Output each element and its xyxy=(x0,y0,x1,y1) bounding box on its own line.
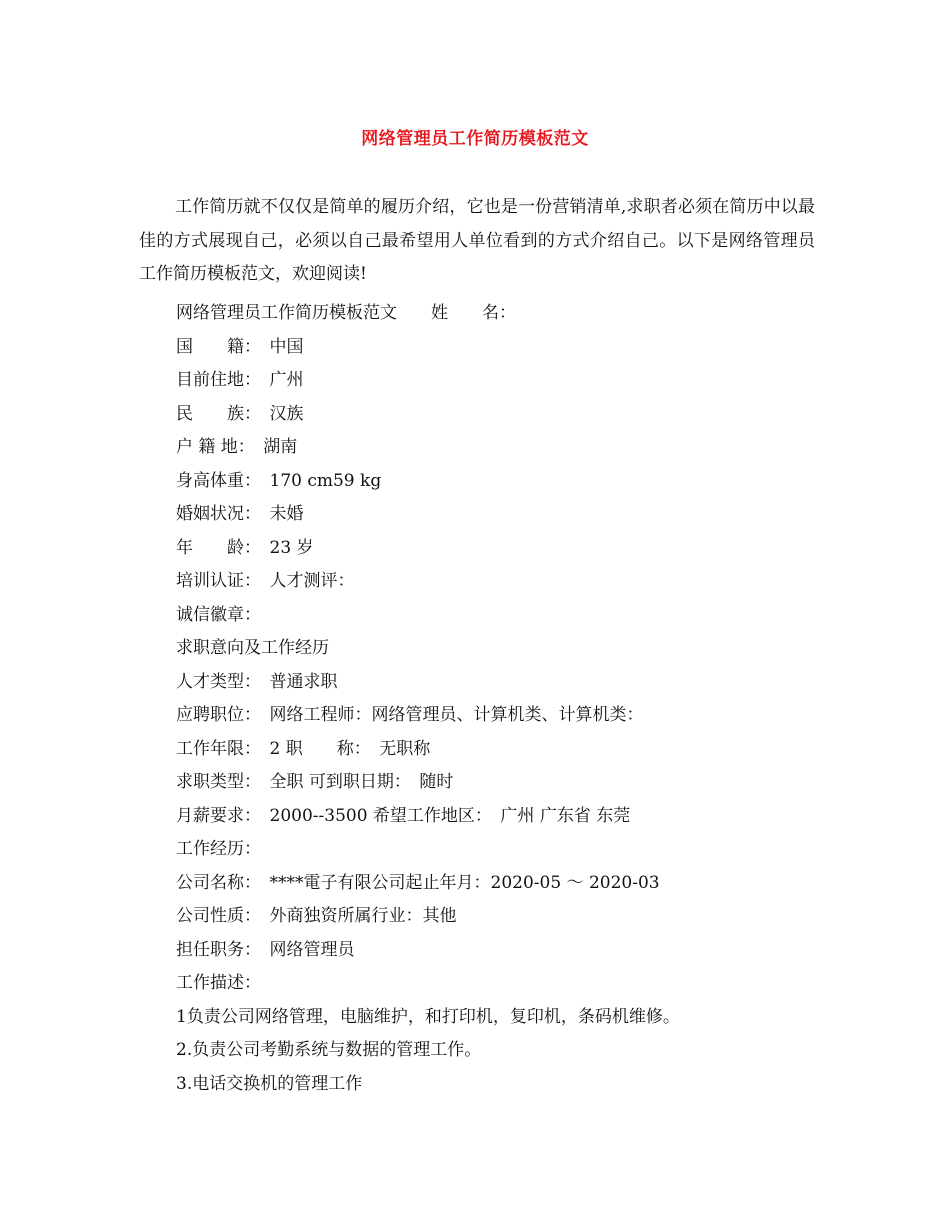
resume-line: 应聘职位： 网络工程师：网络管理员、计算机类、计算机类： xyxy=(176,705,644,725)
resume-line: 工作描述： xyxy=(176,973,261,993)
resume-line: 身高体重： 170 cm59 kg xyxy=(176,470,382,491)
resume-line: 工作经历： xyxy=(176,839,261,859)
resume-line: 婚姻状况： 未婚 xyxy=(176,504,304,524)
intro-paragraph: 工作简历就不仅仅是简单的履历介绍，它也是一份营销清单,求职者必须在简历中以最佳的方式展现自己，必须以自己最希望用人单位看到的方式介绍自己。以下是网络管理员工作简历模板范文，欢迎阅读! xyxy=(139,197,815,284)
resume-line: 诚信徽章： xyxy=(176,604,261,625)
resume-line: 培训认证： 人才测评： xyxy=(176,571,355,591)
document-title: 网络管理员工作简历模板范文 xyxy=(361,129,589,149)
resume-line: 户 籍 地： 湖南 xyxy=(176,437,298,457)
resume-line: 求职意向及工作经历 xyxy=(176,638,329,658)
resume-line: 工作年限： 2 职 称： 无职称 xyxy=(176,738,431,759)
resume-line: 目前住地： 广州 xyxy=(176,370,304,390)
resume-line: 人才类型： 普通求职 xyxy=(176,671,338,692)
resume-line: 1负责公司网络管理，电脑维护，和打印机，复印机，条码机维修。 xyxy=(176,1006,680,1027)
resume-line: 求职类型： 全职 可到职日期： 随时 xyxy=(176,772,454,792)
resume-lines xyxy=(176,297,816,1101)
resume-line: 月薪要求： 2000--3500 希望工作地区： 广州 广东省 东莞 xyxy=(176,805,631,826)
resume-line: 国 籍： 中国 xyxy=(176,336,304,357)
resume-line: 年 龄： 23 岁 xyxy=(176,537,314,558)
resume-line: 民 族： 汉族 xyxy=(176,403,304,424)
resume-line: 公司名称： ****電子有限公司起止年月：2020-05 ～ 2020-03 xyxy=(176,872,660,893)
resume-line: 担任职务： 网络管理员 xyxy=(176,939,355,960)
resume-line: 网络管理员工作简历模板范文 姓 名： xyxy=(176,303,516,323)
resume-line: 公司性质： 外商独资所属行业：其他 xyxy=(176,906,457,926)
resume-line: 3.电话交换机的管理工作 xyxy=(176,1073,363,1094)
resume-line: 2.负责公司考勤系统与数据的管理工作。 xyxy=(176,1040,482,1060)
